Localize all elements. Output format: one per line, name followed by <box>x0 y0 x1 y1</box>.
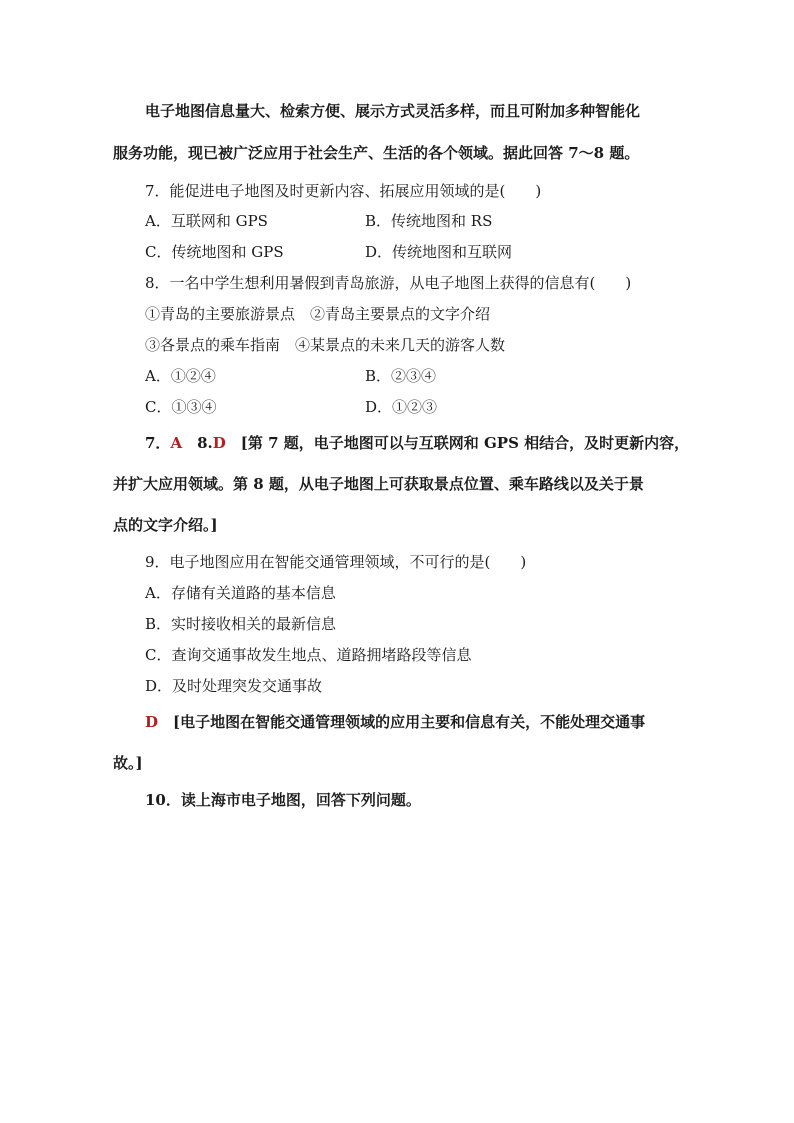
q10-stem: 10．读上海市电子地图，回答下列问题。 <box>145 791 421 809</box>
q8-stem: 8．一名中学生想利用暑假到青岛旅游，从电子地图上获得的信息有( ) <box>145 274 632 292</box>
answer-7-8-explanation-3: 点的文字介绍。] <box>113 516 218 534</box>
q8-option-b: B．②③④ <box>365 367 437 385</box>
intro-line-2: 服务功能，现已被广泛应用于社会生产、生活的各个领域。据此回答 7～8 题。 <box>113 144 640 162</box>
q7-option-b: B．传统地图和 RS <box>365 212 493 230</box>
q8-option-c: C．①③④ <box>145 398 217 416</box>
answer-7-letter: A <box>170 434 183 452</box>
answer-8-letter: D <box>212 434 226 452</box>
q7-option-c: C．传统地图和 GPS <box>145 243 284 261</box>
answer-7-8-explanation-2: 并扩大应用领域。第 8 题，从电子地图上可获取景点位置、乘车路线以及关于景 <box>113 475 644 493</box>
q8-option-a: A．①②④ <box>145 367 216 385</box>
q9-option-d: D．及时处理突发交通事故 <box>145 677 323 695</box>
q8-item-1: ①青岛的主要旅游景点 ②青岛主要景点的文字介绍 <box>145 305 491 323</box>
answer-9-line-1 <box>145 712 645 732</box>
q7-stem: 7．能促进电子地图及时更新内容、拓展应用领域的是( ) <box>145 182 542 200</box>
q7-option-a: A．互联网和 GPS <box>145 212 268 230</box>
answer-9-explanation-1: [电子地图在智能交通管理领域的应用主要和信息有关，不能处理交通事 <box>173 713 646 731</box>
intro-line-1: 电子地图信息量大、检索方便、展示方式灵活多样，而且可附加多种智能化 <box>145 102 641 120</box>
q9-option-a: A．存储有关道路的基本信息 <box>145 584 336 602</box>
q9-option-c: C．查询交通事故发生地点、道路拥堵路段等信息 <box>145 646 472 664</box>
answer-8-number: 8. <box>197 434 213 452</box>
q9-option-b: B．实时接收相关的最新信息 <box>145 615 337 633</box>
q7-option-d: D．传统地图和互联网 <box>365 243 513 261</box>
answer-7-8-line-1 <box>145 433 689 453</box>
answer-7-8-explanation-1: [第 7 题，电子地图可以与互联网和 GPS 相结合，及时更新内容， <box>240 434 690 452</box>
q8-option-d: D．①②③ <box>365 398 438 416</box>
answer-7-number: 7． <box>145 434 171 452</box>
q8-item-2: ③各景点的乘车指南 ④某景点的未来几天的游客人数 <box>145 336 506 354</box>
answer-9-explanation-2: 故。] <box>113 754 143 772</box>
q9-stem: 9．电子地图应用在智能交通管理领域，不可行的是( ) <box>145 553 527 571</box>
answer-9-letter: D <box>145 713 159 731</box>
